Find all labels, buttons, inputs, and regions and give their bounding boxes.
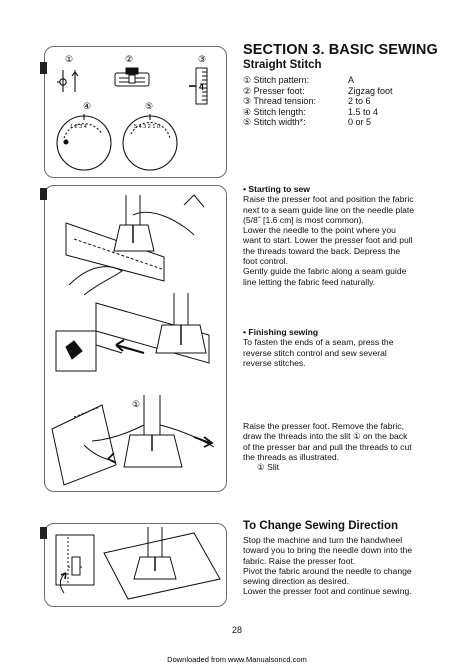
direction-figure (44, 523, 225, 605)
page-number: 28 (231, 625, 242, 635)
text-line: sewing direction as desired. (243, 576, 350, 587)
settings-figure (44, 46, 225, 176)
sewing-figures (44, 185, 225, 490)
starting-heading: • Starting to sew (243, 184, 310, 194)
tension-value: 4 (199, 82, 205, 92)
finishing-section (243, 327, 453, 368)
figure-label-3: ③ (197, 55, 207, 65)
slit-label: ① Slit (257, 462, 280, 473)
text-line: line letting the fabric feed naturally. (243, 276, 376, 287)
settings-value: 0 or 5 (348, 117, 372, 128)
thread-tension-scale-icon (189, 68, 207, 104)
dial-width-scale: 5 4 3 2 1 0 (134, 124, 160, 130)
settings-label: ④ Stitch length: (243, 106, 306, 117)
stitch-length-dial (57, 114, 111, 170)
text-line: To fasten the ends of a seam, press the (243, 337, 394, 348)
text-line: Lower the needle to the point where you (243, 225, 396, 236)
settings-value: A (348, 75, 355, 85)
zigzag-foot-icon (115, 68, 149, 86)
settings-label: ③ Thread tension: (243, 96, 316, 107)
direction-section (243, 535, 453, 597)
stitch-pattern-icon (57, 70, 78, 92)
settings-label: ② Presser foot: (243, 85, 305, 96)
text-line: of the presser bar and pull the threads to cut (243, 441, 412, 452)
direction-heading: To Change Sewing Direction (243, 520, 399, 532)
text-line: Lower the presser foot and continue sewing. (243, 586, 412, 597)
text-line: draw the threads into the slit ① on the back (243, 431, 408, 442)
starting-section (243, 184, 453, 287)
settings-label: ⑤ Stitch width*: (243, 117, 306, 128)
settings-table (243, 75, 393, 128)
settings-row (243, 96, 393, 107)
figure-label-1: ① (64, 55, 74, 65)
footer-download-link[interactable]: Downloaded from www.Manualsoncd.com (167, 655, 307, 664)
section-title: SECTION 3. BASIC SEWING (243, 42, 438, 58)
settings-row (243, 75, 393, 86)
settings-label: ① Stitch pattern: (243, 75, 310, 85)
text-line: Raise the presser foot. Remove the fabric, (243, 421, 404, 431)
text-line: the threads as illustrated. (243, 451, 340, 462)
text-line: reverse stitches. (243, 357, 306, 368)
text-line: Stop the machine and turn the handwheel (243, 535, 403, 545)
text-line: want to start. Lower the presser foot and pull (243, 235, 413, 246)
text-line: toward you to bring the needle down into the (243, 545, 413, 556)
finish-sewing-illustration (56, 293, 209, 371)
text-line: foot control. (243, 256, 288, 267)
slit-figure-label: ① (132, 400, 141, 410)
settings-value: Zigzag foot (348, 85, 393, 96)
settings-row (243, 117, 393, 128)
text-line: Pivot the fabric around the needle to change (243, 565, 412, 576)
settings-row (243, 86, 393, 97)
text-line: next to a seam guide line on the needle plate (243, 204, 415, 215)
stitch-width-dial (123, 114, 177, 170)
text-line: the threads toward the back. Depress the (243, 245, 401, 256)
figure-label-5: ⑤ (144, 102, 154, 112)
settings-value: 1.5 to 4 (348, 106, 379, 117)
subsection-title: Straight Stitch (243, 59, 322, 71)
start-sewing-illustration (66, 195, 204, 295)
dial-length-scale: 1 2 3 4 (70, 124, 87, 130)
settings-value: 2 to 6 (348, 96, 371, 107)
finishing-heading: • Finishing sewing (243, 327, 319, 337)
pivot-fabric-illustration (56, 527, 220, 599)
text-line: Gently guide the fabric along a seam guide (243, 266, 407, 277)
text-line: reverse stitch control and sew several (243, 347, 387, 358)
figure-label-2: ② (124, 55, 134, 65)
raise-section (243, 421, 453, 472)
text-line: (5/8˝ [1.6 cm] is most common). (243, 214, 364, 225)
text-line: Raise the presser foot and position the fabric (243, 194, 414, 205)
figure-label-4: ④ (82, 102, 92, 112)
settings-row (243, 107, 393, 118)
text-line: fabric. Raise the presser foot. (243, 555, 356, 566)
